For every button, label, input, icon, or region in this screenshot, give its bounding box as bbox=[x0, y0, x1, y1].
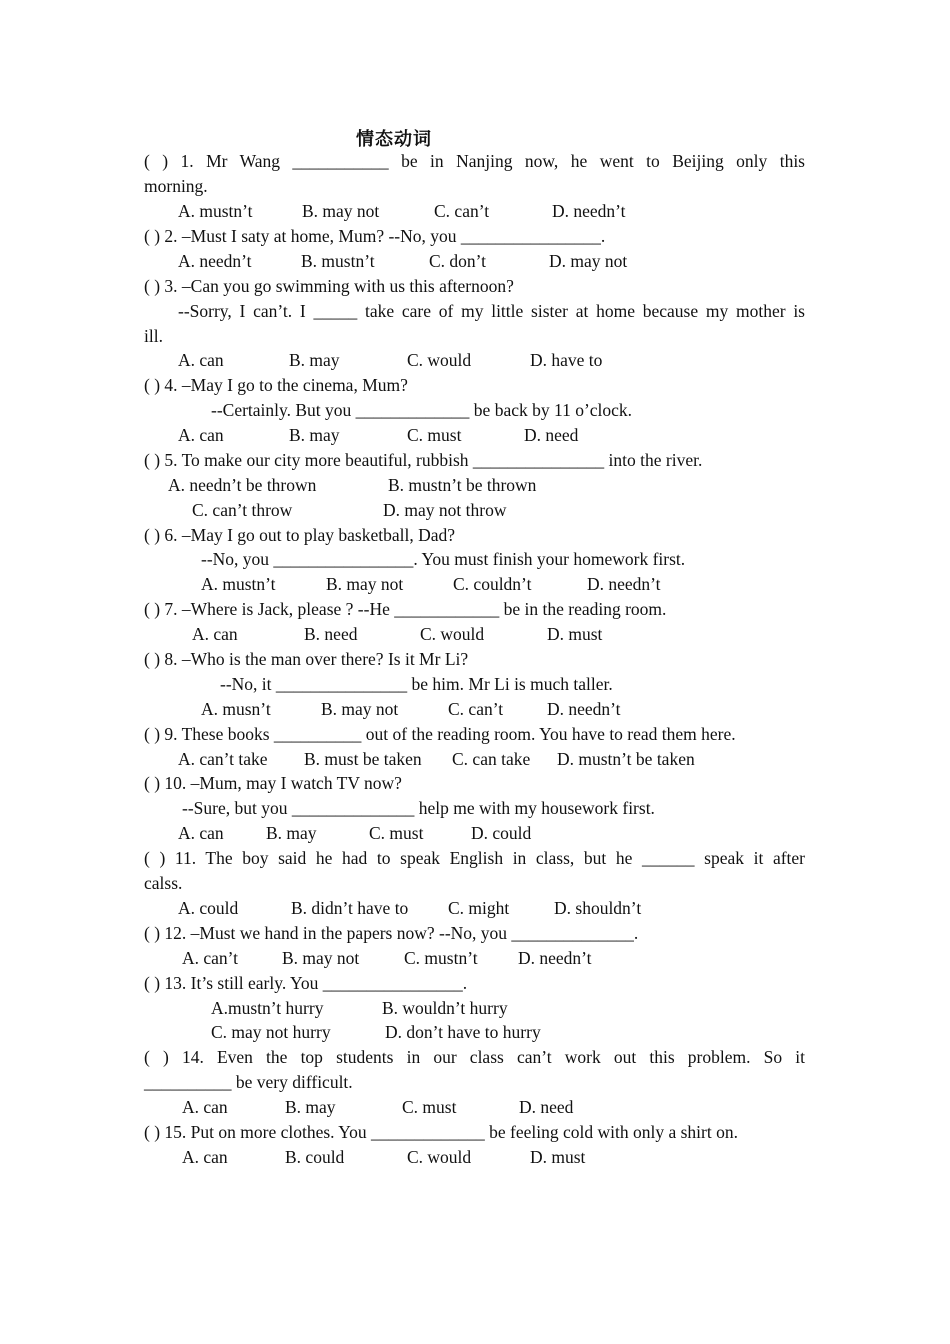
question-4-line-2: --Certainly. But you _____________ be back by 11 o’clock. bbox=[211, 400, 633, 420]
question-4-option-a: A. can bbox=[178, 425, 224, 445]
question-10-stem: ( ) 10. –Mum, may I watch TV now? bbox=[144, 773, 402, 793]
question-3-option-d: D. have to bbox=[530, 350, 603, 370]
question-1-option-b: B. may not bbox=[302, 201, 380, 221]
question-12-stem: ( ) 12. –Must we hand in the papers now? --No, you ______________. bbox=[144, 923, 639, 943]
question-10-line-2: --Sure, but you ______________ help me with my housework first. bbox=[182, 798, 655, 818]
question-10-option-a: A. can bbox=[178, 823, 224, 843]
question-15-option-a: A. can bbox=[182, 1147, 228, 1167]
question-12-option-c: C. mustn’t bbox=[404, 948, 478, 968]
page-title: 情态动词 bbox=[356, 129, 432, 150]
question-5-option-d: D. may not throw bbox=[383, 500, 507, 520]
question-13-option-a: A.mustn’t hurry bbox=[211, 998, 324, 1018]
question-3-option-b: B. may bbox=[289, 350, 340, 370]
question-8-stem: ( ) 8. –Who is the man over there? Is it Mr Li? bbox=[144, 649, 469, 669]
question-7-option-b: B. need bbox=[304, 624, 358, 644]
question-14-option-c: C. must bbox=[402, 1097, 457, 1117]
question-6-option-c: C. couldn’t bbox=[453, 574, 532, 594]
question-14-line-2: __________ be very difficult. bbox=[144, 1072, 353, 1092]
question-14-option-b: B. may bbox=[285, 1097, 336, 1117]
question-9-option-d: D. mustn’t be taken bbox=[557, 749, 695, 769]
question-5-option-b: B. mustn’t be thrown bbox=[388, 475, 537, 495]
question-7-option-d: D. must bbox=[547, 624, 603, 644]
question-7-option-a: A. can bbox=[192, 624, 238, 644]
question-6-option-d: D. needn’t bbox=[587, 574, 661, 594]
question-1-line-1: ( ) 1. Mr Wang ___________ be in Nanjing now, he went to Beijing only this bbox=[144, 151, 805, 171]
question-6-line-2: --No, you ________________. You must finish your homework first. bbox=[201, 549, 686, 569]
question-11-option-c: C. might bbox=[448, 898, 510, 918]
question-15-stem: ( ) 15. Put on more clothes. You _____________ be feeling cold with only a shirt on. bbox=[144, 1122, 738, 1142]
question-5-option-a: A. needn’t be thrown bbox=[168, 475, 317, 495]
question-11-line-2: calss. bbox=[144, 873, 183, 893]
question-13-option-b: B. wouldn’t hurry bbox=[382, 998, 508, 1018]
question-9-stem: ( ) 9. These books __________ out of the reading room. You have to read them here. bbox=[144, 724, 736, 744]
question-15-option-c: C. would bbox=[407, 1147, 472, 1167]
question-6-option-b: B. may not bbox=[326, 574, 404, 594]
question-3-option-a: A. can bbox=[178, 350, 224, 370]
question-4-option-b: B. may bbox=[289, 425, 340, 445]
question-5-stem: ( ) 5. To make our city more beautiful, rubbish _______________ into the river. bbox=[144, 450, 703, 470]
question-9-option-a: A. can’t take bbox=[178, 749, 268, 769]
question-10-option-b: B. may bbox=[266, 823, 317, 843]
question-1-option-c: C. can’t bbox=[434, 201, 490, 221]
question-3-option-c: C. would bbox=[407, 350, 472, 370]
question-3-stem: ( ) 3. –Can you go swimming with us this afternoon? bbox=[144, 276, 514, 296]
question-8-option-c: C. can’t bbox=[448, 699, 504, 719]
question-3-line-2: --Sorry, I can’t. I _____ take care of my little sister at home because my mother is bbox=[178, 301, 805, 321]
question-2-option-b: B. mustn’t bbox=[301, 251, 375, 271]
question-11-option-d: D. shouldn’t bbox=[554, 898, 642, 918]
question-4-stem: ( ) 4. –May I go to the cinema, Mum? bbox=[144, 375, 408, 395]
question-1-option-d: D. needn’t bbox=[552, 201, 626, 221]
question-11-option-b: B. didn’t have to bbox=[291, 898, 409, 918]
question-2-option-a: A. needn’t bbox=[178, 251, 252, 271]
question-15-option-d: D. must bbox=[530, 1147, 586, 1167]
question-10-option-c: C. must bbox=[369, 823, 424, 843]
question-13-stem: ( ) 13. It’s still early. You ________________. bbox=[144, 973, 468, 993]
question-12-option-d: D. needn’t bbox=[518, 948, 592, 968]
question-14-line-1: ( ) 14. Even the top students in our class can’t work out this problem. So it bbox=[144, 1047, 805, 1067]
question-6-option-a: A. mustn’t bbox=[201, 574, 276, 594]
question-6-stem: ( ) 6. –May I go out to play basketball, Dad? bbox=[144, 525, 456, 545]
question-13-option-c: C. may not hurry bbox=[211, 1022, 331, 1042]
question-7-stem: ( ) 7. –Where is Jack, please ? --He ____________ be in the reading room. bbox=[144, 599, 667, 619]
question-8-line-2: --No, it _______________ be him. Mr Li is much taller. bbox=[220, 674, 613, 694]
question-9-option-b: B. must be taken bbox=[304, 749, 422, 769]
question-2-option-c: C. don’t bbox=[429, 251, 487, 271]
question-2-option-d: D. may not bbox=[549, 251, 628, 271]
question-10-option-d: D. could bbox=[471, 823, 532, 843]
question-8-option-b: B. may not bbox=[321, 699, 399, 719]
question-4-option-d: D. need bbox=[524, 425, 579, 445]
question-2-stem: ( ) 2. –Must I saty at home, Mum? --No, you ________________. bbox=[144, 226, 606, 246]
question-1-option-a: A. mustn’t bbox=[178, 201, 253, 221]
question-8-option-d: D. needn’t bbox=[547, 699, 621, 719]
question-4-option-c: C. must bbox=[407, 425, 462, 445]
question-8-option-a: A. musn’t bbox=[201, 699, 271, 719]
question-14-option-a: A. can bbox=[182, 1097, 228, 1117]
question-11-option-a: A. could bbox=[178, 898, 239, 918]
question-14-option-d: D. need bbox=[519, 1097, 574, 1117]
question-1-line-2: morning. bbox=[144, 176, 208, 196]
question-5-option-c: C. can’t throw bbox=[192, 500, 293, 520]
question-13-option-d: D. don’t have to hurry bbox=[385, 1022, 541, 1042]
question-12-option-a: A. can’t bbox=[182, 948, 239, 968]
question-11-line-1: ( ) 11. The boy said he had to speak English in class, but he ______ speak it after bbox=[144, 848, 805, 868]
question-3-line-3: ill. bbox=[144, 326, 163, 346]
question-7-option-c: C. would bbox=[420, 624, 485, 644]
question-9-option-c: C. can take bbox=[452, 749, 531, 769]
question-12-option-b: B. may not bbox=[282, 948, 360, 968]
question-15-option-b: B. could bbox=[285, 1147, 345, 1167]
